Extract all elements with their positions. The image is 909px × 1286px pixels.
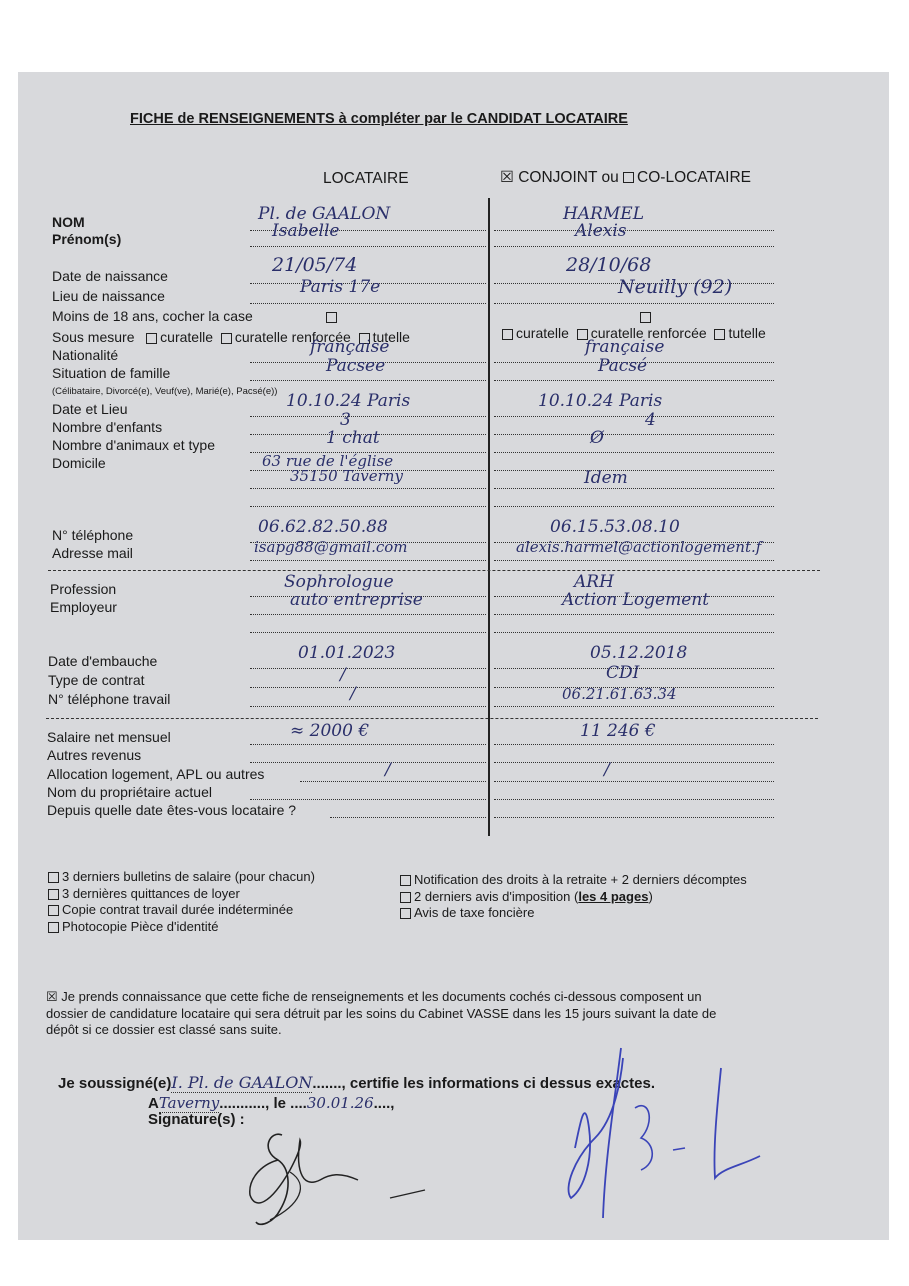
label-date-naissance: Date de naissance [52,268,168,284]
line-l-emp2 [250,620,486,633]
l-date-naissance[interactable]: 21/05/74 [272,254,358,276]
line-l-telt [250,694,486,707]
label-lieu-naissance: Lieu de naissance [52,288,165,304]
l-telephone[interactable]: 06.62.82.50.88 [258,517,388,537]
c-lieu-naissance[interactable]: Neuilly (92) [618,276,733,298]
doc-item[interactable]: Copie contrat travail durée indéterminée [48,902,315,919]
c-mail[interactable]: alexis.harmel@actionlogement.f [516,538,762,556]
l-nom[interactable]: Pl. de GAALON [258,204,391,224]
curatelle-renforcee-checkbox-1[interactable] [221,333,232,344]
line-r-aut [494,750,774,763]
doc-item[interactable]: Photocopie Pièce d'identité [48,919,315,936]
acknowledgement: ☒ Je prends connaissance que cette fiche de renseignements et les documents cochés ci-dessous composent un dossier de candidature locataire qui sera détruit par les soins du Cabinet VASSE dans les 15 jours suivant la date de dépôt si ce dossier est classé sans suite. [46,989,717,1037]
l-date-lieu[interactable]: 10.10.24 Paris [286,391,411,411]
line-r-dom1 [494,458,774,471]
label-situation: Situation de famille [52,365,171,381]
l-profession[interactable]: Sophrologue [284,572,394,592]
label-enfants: Nombre d'enfants [52,419,163,435]
label-moins18: Moins de 18 ans, cocher la case [52,308,253,324]
conjoint-sous-mesure: curatelle curatelle renforcée tutelle [502,325,766,341]
l-embauche[interactable]: 01.01.2023 [298,643,396,663]
l-allocation[interactable]: / [385,760,391,780]
line-l-aut [250,750,486,763]
label-animaux: Nombre d'animaux et type [52,437,215,453]
label-date-lieu: Date et Lieu [52,401,128,417]
doc-item[interactable]: 2 derniers avis d'imposition (les 4 pages) [400,889,747,906]
l-nationalite[interactable]: française [310,337,390,357]
label-situation-note: (Célibataire, Divorcé(e), Veuf(ve), Marié(e), Pacsé(e)) [52,386,278,397]
l-tel-travail[interactable]: / [350,684,356,704]
conjoint-label: CONJOINT ou [518,169,619,186]
label-nationalite: Nationalité [52,347,119,363]
moins18-checkbox-1[interactable] [326,312,337,323]
c-nationalite[interactable]: française [585,337,665,357]
l-lieu-naissance[interactable]: Paris 17e [300,277,381,297]
c-date-lieu[interactable]: 10.10.24 Paris [538,391,663,411]
line-r-ani [494,440,774,453]
label-proprietaire: Nom du propriétaire actuel [47,784,212,800]
soussigne-line: Je soussigné(e)I. Pl. de GAALON......., certifie les informations ci dessus exactes. [58,1073,656,1092]
curatelle-checkbox-2[interactable] [502,329,513,340]
c-telephone[interactable]: 06.15.53.08.10 [550,517,680,537]
label-telephone: N° téléphone [52,527,134,543]
label-prenom: Prénom(s) [52,231,122,247]
signatures-label: Signature(s) : [148,1111,245,1128]
colocataire-label: CO-LOCATAIRE [637,169,751,186]
c-tel-travail[interactable]: 06.21.61.63.34 [562,685,677,703]
l-animaux[interactable]: 1 chat [326,428,380,448]
line-r-all [494,769,774,782]
label-tel-travail: N° téléphone travail [48,691,171,707]
column-locataire: LOCATAIRE [323,170,409,187]
moins18-checkbox-2[interactable] [640,312,651,323]
column-conjoint [500,168,751,187]
line-r-dep [494,805,774,818]
curatelle-checkbox-1[interactable] [146,333,157,344]
l-mail[interactable]: isapg88@gmail.com [254,538,408,556]
c-date-naissance[interactable]: 28/10/68 [566,254,652,276]
documents-right-list [400,872,747,922]
c-prenom[interactable]: Alexis [575,221,627,241]
label-salaire: Salaire net mensuel [47,729,171,745]
a-value[interactable]: Taverny [158,1094,220,1112]
doc-item[interactable]: 3 dernières quittances de loyer [48,886,315,903]
l-contrat[interactable]: / [340,665,346,685]
c-salaire[interactable]: 11 246 € [580,721,656,741]
label-mail: Adresse mail [52,545,133,561]
c-profession[interactable]: ARH [574,572,614,592]
l-prenom[interactable]: Isabelle [272,221,340,241]
c-allocation[interactable]: / [604,760,610,780]
label-sous-mesure: Sous mesure curatelle curatelle renforcée tutelle [52,329,410,345]
colocataire-checkbox[interactable] [623,172,634,183]
line-r-enf [494,422,774,435]
label-autres-revenus: Autres revenus [47,747,142,763]
line-r-emp2 [494,620,774,633]
l-employeur[interactable]: auto entreprise [290,590,423,610]
c-embauche[interactable]: 05.12.2018 [590,643,688,663]
line-l-all [300,769,486,782]
doc-item[interactable]: Notification des droits à la retraite + 2 derniers décomptes [400,872,747,889]
signature-conjoint [545,1038,785,1228]
line-l-con [250,675,486,688]
label-profession: Profession [50,581,117,597]
c-nom[interactable]: HARMEL [563,204,645,224]
documents-left-list [48,869,315,935]
l-salaire[interactable]: ≈ 2000 € [290,721,370,741]
label-employeur: Employeur [50,599,117,615]
label-depuis: Depuis quelle date êtes-vous locataire ? [47,802,297,818]
doc-item[interactable]: Avis de taxe foncière [400,905,747,922]
label-allocation: Allocation logement, APL ou autres [47,766,265,782]
l-enfants[interactable]: 3 [340,410,351,430]
line-l-dom3 [250,494,486,507]
label-nom: NOM [52,214,85,230]
ack-checkbox[interactable]: ☒ [46,989,58,1004]
soussigne-value[interactable]: I. Pl. de GAALON [171,1073,313,1092]
line-r-prenom [494,234,774,247]
l-situation[interactable]: Pacsee [326,356,386,376]
line-r-dom3 [494,494,774,507]
c-employeur[interactable]: Action Logement [562,590,710,610]
line-l-pro [250,787,486,800]
label-domicile: Domicile [52,455,106,471]
tutelle-checkbox-2[interactable] [714,329,725,340]
c-domicile[interactable]: Idem [584,468,628,488]
signature-locataire [230,1110,440,1240]
separator-1 [48,570,820,571]
c-enfants[interactable]: 4 [645,410,656,430]
form-title: FICHE de RENSEIGNEMENTS à compléter par le CANDIDAT LOCATAIRE [130,111,628,127]
lieu-date-line: ATaverny..........., le ....30.01.26...., [148,1094,395,1112]
label-contrat: Type de contrat [48,672,145,688]
line-l-dep [330,805,486,818]
line-r-pro [494,787,774,800]
l-domicile-1[interactable]: 63 rue de l'église [262,452,394,470]
doc-item[interactable]: 3 derniers bulletins de salaire (pour chacun) [48,869,315,886]
le-value[interactable]: 30.01.26 [306,1094,374,1112]
line-r-dom2 [494,476,774,489]
column-divider [488,198,490,836]
c-situation[interactable]: Pacsé [598,356,648,376]
conjoint-checked-box[interactable]: ☒ [500,169,514,186]
l-domicile-2[interactable]: 35150 Taverny [290,467,403,485]
separator-2 [46,718,818,719]
c-contrat[interactable]: CDI [606,663,640,683]
c-animaux[interactable]: Ø [590,428,604,448]
label-embauche: Date d'embauche [48,653,158,669]
